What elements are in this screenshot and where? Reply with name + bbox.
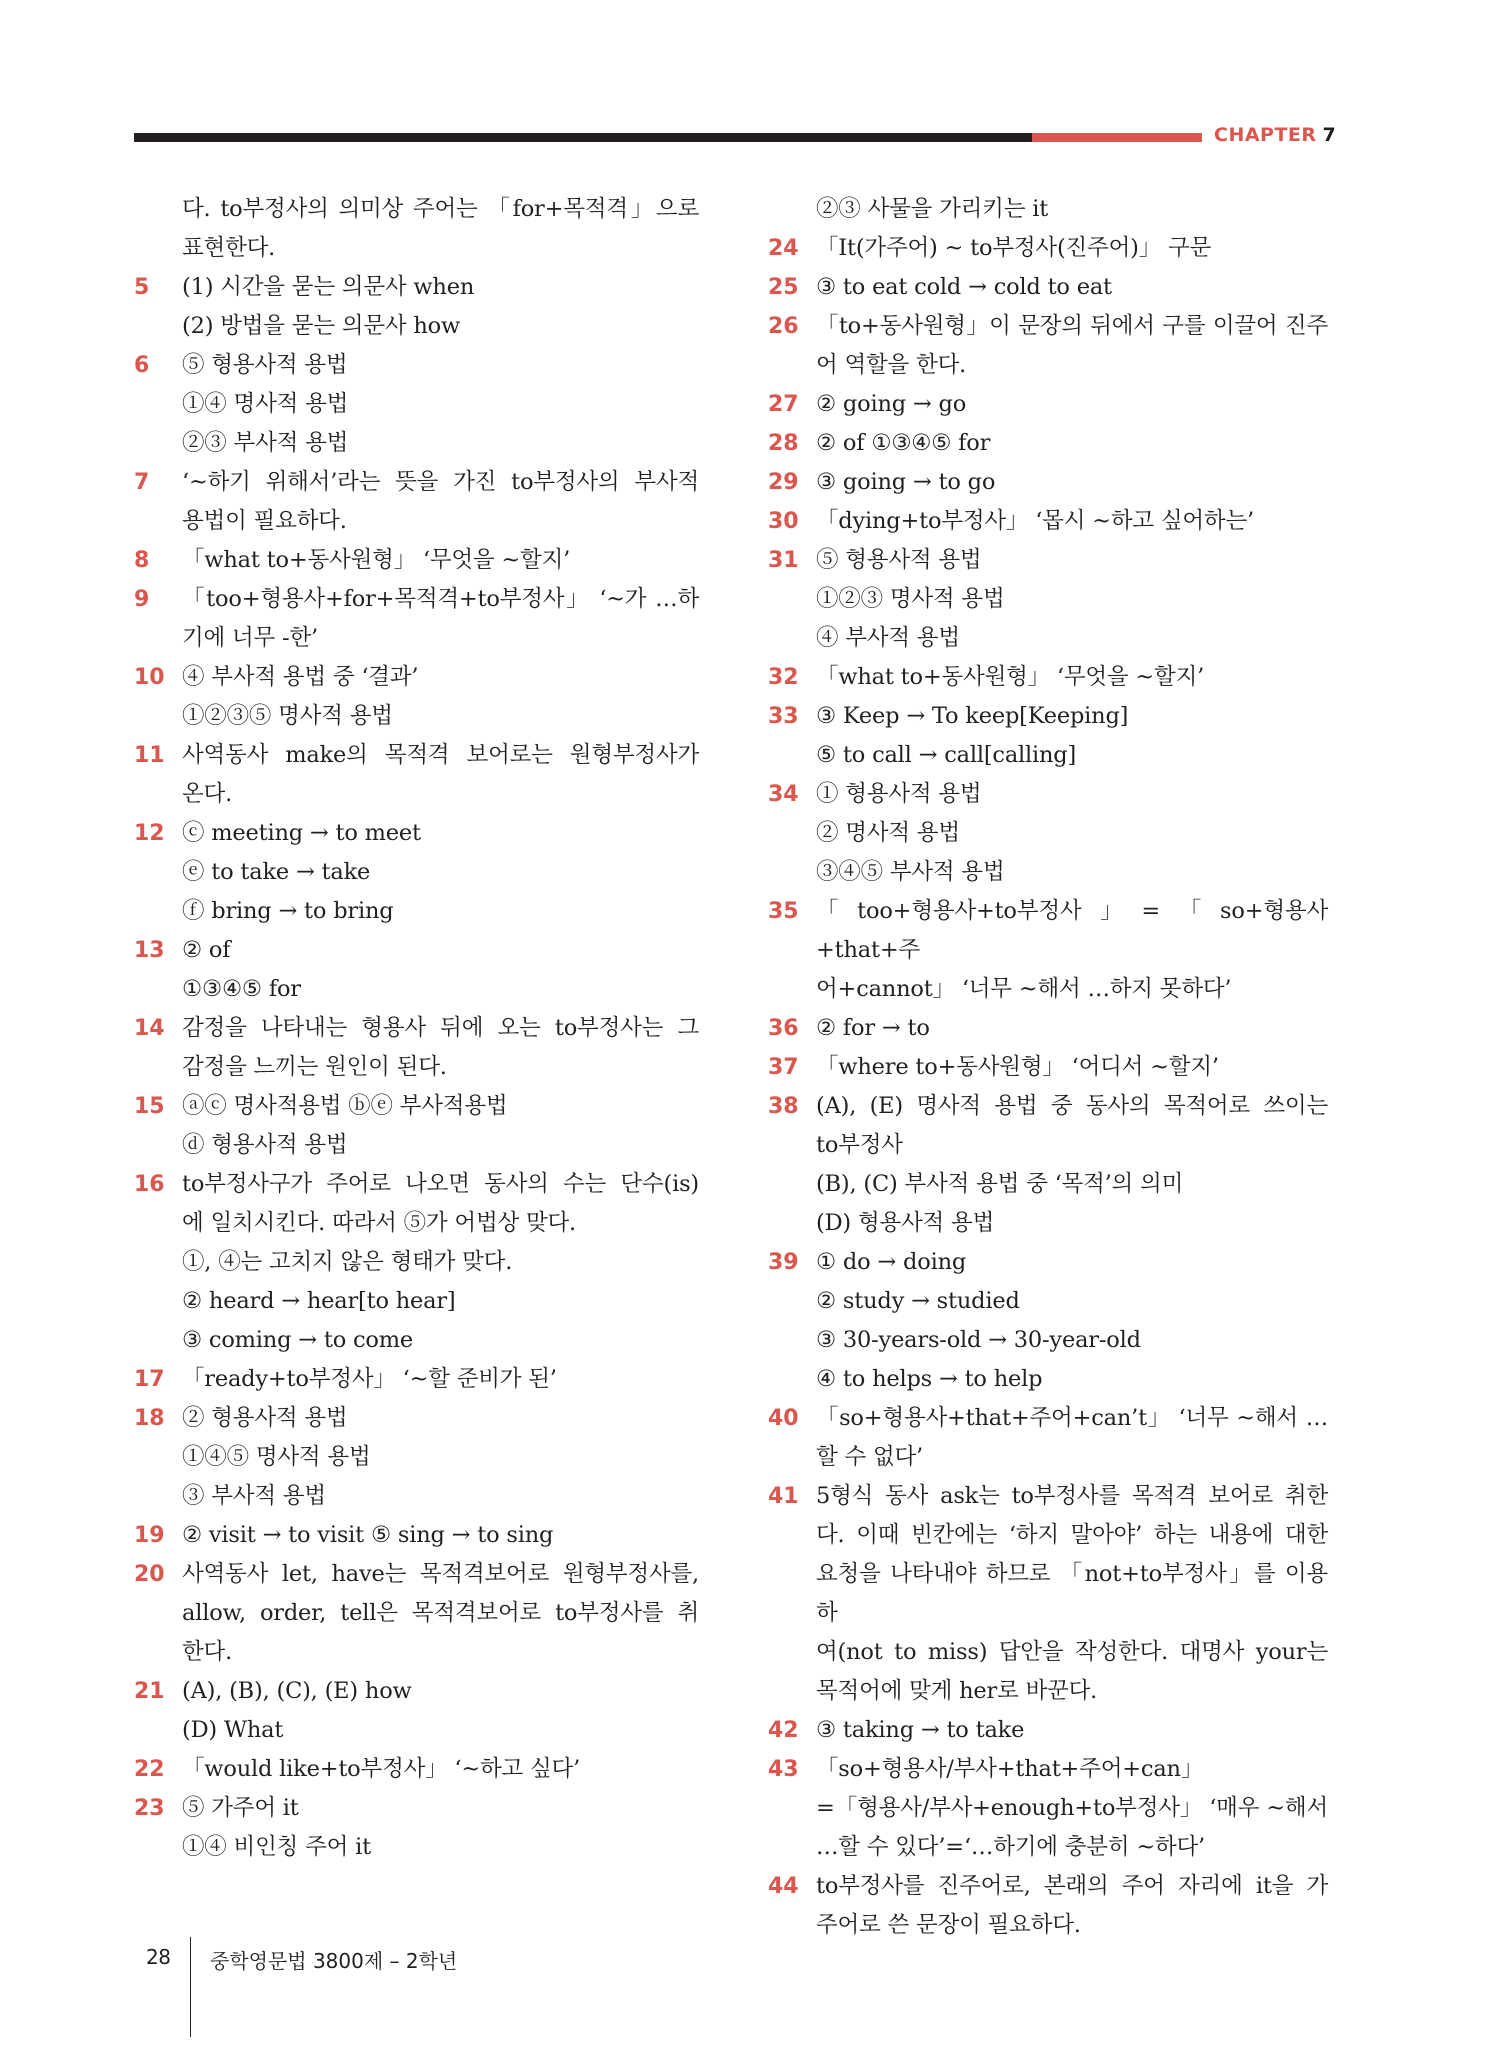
answer-number: 41	[768, 1484, 799, 1509]
header-rule	[134, 133, 1032, 142]
answer-number: 9	[134, 587, 150, 612]
answer-item	[134, 736, 699, 814]
answer-item	[768, 541, 1328, 658]
answer-text-line: ② for → to	[816, 1015, 930, 1041]
answer-number: 12	[134, 821, 165, 846]
answer-text-line: to부정사	[816, 1132, 903, 1158]
answer-text-line: ⑤ 형용사적 용법	[816, 547, 982, 573]
answer-item	[768, 1009, 1328, 1048]
answer-item	[768, 1243, 1328, 1399]
answer-text-line: ② 형용사적 용법	[182, 1405, 348, 1431]
answer-text-line: ③ Keep → To keep[Keeping]	[816, 703, 1129, 729]
answer-text-line: (A), (E) 명사적 용법 중 동사의 목적어로 쓰이는	[816, 1093, 1328, 1119]
answer-text-line: 「so+형용사+that+주어+can’t」 ‘너무 ~해서 …	[816, 1405, 1328, 1431]
answer-item	[768, 1750, 1328, 1867]
answer-number: 36	[768, 1016, 799, 1041]
answer-text-line: 「too+형용사+to부정사」=「so+형용사+that+주	[816, 898, 1328, 963]
answer-text-line: ② of	[182, 937, 231, 963]
answer-item	[768, 229, 1328, 268]
answer-text-line: 기에 너무 -한’	[182, 625, 318, 651]
answer-text-line: 「what to+동사원형」 ‘무엇을 ~할지’	[816, 664, 1205, 690]
answer-text-line: 한다.	[182, 1639, 233, 1665]
answer-text-line: 어 역할을 한다.	[816, 352, 967, 378]
answer-text-line: ⓓ 형용사적 용법	[182, 1132, 348, 1158]
answer-number: 5	[134, 275, 150, 300]
answer-number: 14	[134, 1016, 165, 1041]
answer-number: 20	[134, 1562, 165, 1587]
answer-item	[134, 814, 699, 931]
answer-text-line: ① 형용사적 용법	[816, 781, 982, 807]
answer-number: 7	[134, 470, 150, 495]
answer-number: 18	[134, 1406, 165, 1431]
answer-text-line: …할 수 있다’=‘…하기에 충분히 ~하다’	[816, 1834, 1205, 1860]
answer-text-line: ⓒ meeting → to meet	[182, 820, 421, 846]
answer-item	[134, 1360, 699, 1399]
answer-text-line: (A), (B), (C), (E) how	[182, 1678, 412, 1704]
answer-text-line: to부정사구가 주어로 나오면 동사의 수는 단수(is)	[182, 1171, 699, 1197]
answer-column-right	[768, 190, 1328, 1945]
answer-number: 37	[768, 1055, 799, 1080]
answer-text-line: ③ going → to go	[816, 469, 996, 495]
answer-text-line: (2) 방법을 묻는 의문사 how	[182, 313, 461, 339]
answer-text-line: ①③④⑤ for	[182, 976, 301, 1002]
answer-item	[768, 892, 1328, 1009]
answer-text-line: ② study → studied	[816, 1288, 1020, 1314]
answer-text-line: ③ taking → to take	[816, 1717, 1025, 1743]
page-number: 28	[146, 1945, 171, 1969]
answer-item	[134, 1750, 699, 1789]
answer-number: 8	[134, 548, 150, 573]
answer-number: 35	[768, 899, 799, 924]
answer-item	[768, 1477, 1328, 1711]
answer-item	[134, 931, 699, 1009]
answer-text-line: ② heard → hear[to hear]	[182, 1288, 456, 1314]
answer-text-line: ③ to eat cold → cold to eat	[816, 274, 1112, 300]
answer-text-line: 「ready+to부정사」 ‘~할 준비가 된’	[182, 1366, 557, 1392]
answer-text-line: ①②③ 명사적 용법	[816, 586, 1005, 612]
answer-text-line: 어+cannot」 ‘너무 ~해서 …하지 못하다’	[816, 976, 1232, 1002]
answer-item	[134, 541, 699, 580]
answer-text-line: 할 수 없다’	[816, 1444, 923, 1470]
answer-number: 31	[768, 548, 799, 573]
answer-number: 44	[768, 1874, 799, 1899]
answer-text-line: ⑤ to call → call[calling]	[816, 742, 1077, 768]
answer-number: 6	[134, 353, 150, 378]
book-title: 중학영문법 3800제 – 2학년	[210, 1949, 458, 1973]
answer-text-line: 「too+형용사+for+목적격+to부정사」 ‘~가 …하	[182, 586, 699, 612]
answer-number: 23	[134, 1796, 165, 1821]
answer-item	[134, 1087, 699, 1165]
answer-item	[768, 190, 1328, 229]
footer-divider	[190, 1937, 191, 2037]
answer-text-line: ⓔ to take → take	[182, 859, 371, 885]
answer-item	[768, 1087, 1328, 1243]
answer-text-line: 요청을 나타내야 하므로 「not+to부정사」를 이용하	[816, 1561, 1328, 1626]
answer-text-line: ⓕ bring → to bring	[182, 898, 394, 924]
answer-text-line: 온다.	[182, 781, 233, 807]
answer-number: 39	[768, 1250, 799, 1275]
answer-text-line: 표현한다.	[182, 235, 276, 261]
answer-text-line: 에 일치시킨다. 따라서 ⑤가 어법상 맞다.	[182, 1210, 576, 1236]
answer-text-line: ①, ④는 고치지 않은 형태가 맞다.	[182, 1249, 513, 1275]
answer-text-line: =「형용사/부사+enough+to부정사」 ‘매우 ~해서	[816, 1795, 1328, 1821]
answer-column-left	[134, 190, 699, 1867]
answer-text-line: 사역동사 make의 목적격 보어로는 원형부정사가	[182, 742, 699, 768]
answer-text-line: (1) 시간을 묻는 의문사 when	[182, 274, 475, 300]
answer-item	[134, 1555, 699, 1672]
answer-number: 19	[134, 1523, 165, 1548]
answer-number: 21	[134, 1679, 165, 1704]
answer-text-line: ③ 30-years-old → 30-year-old	[816, 1327, 1141, 1353]
answer-text-line: ⑤ 가주어 it	[182, 1795, 299, 1821]
answer-text-line: ①④ 비인칭 주어 it	[182, 1834, 371, 1860]
answer-item	[134, 580, 699, 658]
answer-item	[768, 463, 1328, 502]
answer-item	[768, 697, 1328, 775]
answer-text-line: 여(not to miss) 답안을 작성한다. 대명사 your는	[816, 1639, 1328, 1665]
answer-text-line: 감정을 나타내는 형용사 뒤에 오는 to부정사는 그	[182, 1015, 699, 1041]
answer-number: 10	[134, 665, 165, 690]
answer-item	[134, 1516, 699, 1555]
answer-item	[134, 1399, 699, 1516]
answer-item	[768, 658, 1328, 697]
answer-text-line: 「It(가주어) ~ to부정사(진주어)」 구문	[816, 235, 1212, 261]
answer-text-line: ③④⑤ 부사적 용법	[816, 859, 1005, 885]
answer-text-line: ⓐⓒ 명사적용법 ⓑⓔ 부사적용법	[182, 1093, 508, 1119]
answer-number: 27	[768, 392, 799, 417]
answer-text-line: ②③ 사물을 가리키는 it	[816, 196, 1049, 222]
answer-number: 30	[768, 509, 799, 534]
answer-text-line: ④ 부사적 용법 중 ‘결과’	[182, 664, 419, 690]
answer-item	[134, 1009, 699, 1087]
answer-item	[768, 385, 1328, 424]
answer-text-line: ③ coming → to come	[182, 1327, 413, 1353]
answer-item	[134, 1672, 699, 1750]
answer-item	[768, 1399, 1328, 1477]
answer-text-line: ⑤ 형용사적 용법	[182, 352, 348, 378]
answer-number: 24	[768, 236, 799, 261]
answer-item	[768, 1048, 1328, 1087]
answer-item	[134, 1789, 699, 1867]
answer-item	[768, 307, 1328, 385]
answer-text-line: ④ to helps → to help	[816, 1366, 1043, 1392]
answer-number: 13	[134, 938, 165, 963]
answer-text-line: ① do → doing	[816, 1249, 967, 1275]
answer-text-line: (B), (C) 부사적 용법 중 ‘목적’의 의미	[816, 1171, 1184, 1197]
answer-text-line: ①②③⑤ 명사적 용법	[182, 703, 393, 729]
answer-text-line: (D) 형용사적 용법	[816, 1210, 995, 1236]
answer-number: 17	[134, 1367, 165, 1392]
answer-text-line: (D) What	[182, 1717, 284, 1743]
answer-text-line: ②③ 부사적 용법	[182, 430, 349, 456]
answer-number: 42	[768, 1718, 799, 1743]
answer-item	[768, 1711, 1328, 1750]
chapter-heading	[1214, 124, 1336, 146]
answer-number: 43	[768, 1757, 799, 1782]
answer-number: 29	[768, 470, 799, 495]
answer-number: 33	[768, 704, 799, 729]
answer-text-line: 주어로 쓴 문장이 필요하다.	[816, 1912, 1081, 1938]
answer-text-line: 사역동사 let, have는 목적격보어로 원형부정사를,	[182, 1561, 699, 1587]
answer-text-line: 「dying+to부정사」 ‘몹시 ~하고 싶어하는’	[816, 508, 1254, 534]
answer-text-line: allow, order, tell은 목적격보어로 to부정사를 취	[182, 1600, 699, 1626]
answer-item	[134, 1165, 699, 1360]
answer-item	[134, 190, 699, 268]
answer-item	[768, 502, 1328, 541]
answer-text-line: 다. 이때 빈칸에는 ‘하지 말아야’ 하는 내용에 대한	[816, 1522, 1328, 1548]
answer-number: 28	[768, 431, 799, 456]
answer-item	[134, 346, 699, 463]
answer-text-line: 「would like+to부정사」 ‘~하고 싶다’	[182, 1756, 581, 1782]
answer-item	[768, 1867, 1328, 1945]
answer-number: 26	[768, 314, 799, 339]
answer-text-line: 목적어에 맞게 her로 바꾼다.	[816, 1678, 1098, 1704]
chapter-label: CHAPTER	[1214, 124, 1317, 146]
answer-text-line: 다. to부정사의 의미상 주어는 「for+목적격」으로	[182, 196, 699, 222]
chapter-number: 7	[1322, 124, 1337, 146]
answer-number: 32	[768, 665, 799, 690]
answer-text-line: 「so+형용사/부사+that+주어+can」	[816, 1756, 1204, 1782]
answer-item	[134, 268, 699, 346]
answer-number: 25	[768, 275, 799, 300]
answer-text-line: ①④ 명사적 용법	[182, 391, 349, 417]
header-rule-accent	[1032, 133, 1202, 142]
answer-number: 34	[768, 782, 799, 807]
answer-text-line: ② of ①③④⑤ for	[816, 430, 991, 456]
answer-number: 40	[768, 1406, 799, 1431]
answer-text-line: to부정사를 진주어로, 본래의 주어 자리에 it을 가	[816, 1873, 1328, 1899]
answer-item	[134, 463, 699, 541]
answer-text-line: ④ 부사적 용법	[816, 625, 960, 651]
answer-number: 38	[768, 1094, 799, 1119]
answer-item	[768, 424, 1328, 463]
answer-number: 16	[134, 1172, 165, 1197]
answer-text-line: ‘~하기 위해서’라는 뜻을 가진 to부정사의 부사적	[182, 469, 699, 495]
answer-text-line: 5형식 동사 ask는 to부정사를 목적격 보어로 취한	[816, 1483, 1328, 1509]
answer-number: 22	[134, 1757, 165, 1782]
answer-text-line: ①④⑤ 명사적 용법	[182, 1444, 371, 1470]
answer-text-line: 용법이 필요하다.	[182, 508, 347, 534]
answer-text-line: ② going → go	[816, 391, 967, 417]
answer-text-line: 「where to+동사원형」 ‘어디서 ~할지’	[816, 1054, 1219, 1080]
answer-text-line: 「what to+동사원형」 ‘무엇을 ~할지’	[182, 547, 571, 573]
answer-number: 11	[134, 743, 165, 768]
answer-item	[768, 775, 1328, 892]
answer-text-line: ② 명사적 용법	[816, 820, 960, 846]
answer-text-line: ③ 부사적 용법	[182, 1483, 326, 1509]
answer-item	[134, 658, 699, 736]
answer-text-line: ② visit → to visit ⑤ sing → to sing	[182, 1522, 554, 1548]
answer-text-line: 「to+동사원형」이 문장의 뒤에서 구를 이끌어 진주	[816, 313, 1328, 339]
answer-number: 15	[134, 1094, 165, 1119]
answer-item	[768, 268, 1328, 307]
answer-text-line: 감정을 느끼는 원인이 된다.	[182, 1054, 447, 1080]
